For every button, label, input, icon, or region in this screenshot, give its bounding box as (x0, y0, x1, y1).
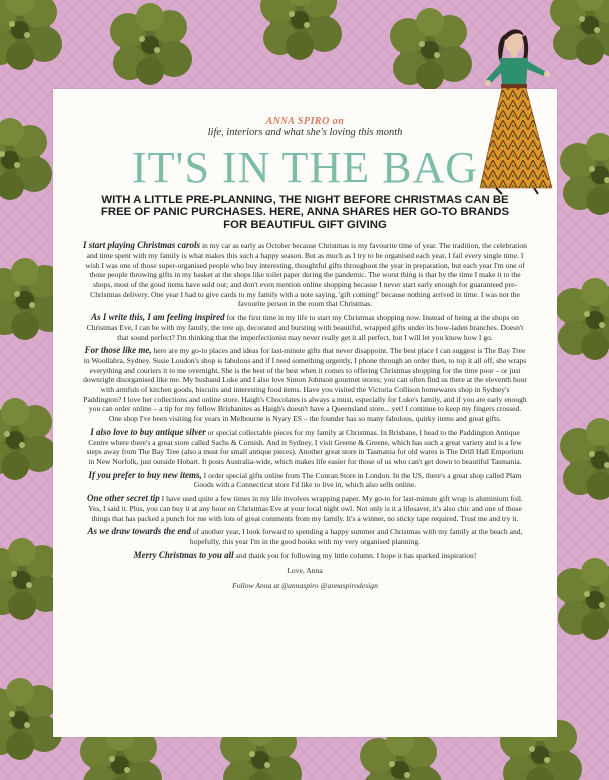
paragraph-lead: For those like me, (84, 345, 152, 356)
article-body (83, 241, 527, 560)
byline (83, 116, 527, 138)
paragraph-text: here are my go-to places and ideas for last-minute gifts that never disappoint. The best place I can suggest is The Bay Tree in Woollahra, Sydney. Susie Loudon's shop is fabulous and if I need something urgently, I phone through an order then, to top it all off, she wraps everything and couriers it to me overnight. She is the best of the best when it comes to offering Christmas shopping for the time poor – or just downright disorganised like me. My husband Luke and I also love Simon Johnson gourmet stores; you can often find us there at the eleventh hour with armfuls of kitchen goods, biscuits and interesting food items. Have you visited the Victoria Collison homewares shop in Sydney's Paddington? I love her collections and online store. Haigh's Chocolates is always a must, especially for Luke's family, and if you are early enough you can order online – a tip for my fellow Brisbanites as Haigh's doesn't have a Queensland store... yet! I continue to keep my fingers crossed. One shop I've been visiting for years in Melbourne is Nyary ES – the founder has so many fabulous, quirky items and great gifts. (83, 346, 527, 424)
paragraph-text: I have used quite a few times in my life involves wrapping paper. My go-to for last-minute gift wrap is aluminium foil. Yes, I said it. Plus, you can buy it at any hour on Christmas Eve at your local night owl. Not only is it a lifesaver, it's also chic and one of those things that has packed a punch for me with lots of great comments from my family. It's a winner, no sticky tape required. Trust me and try it. (88, 494, 523, 523)
article-deck: WITH A LITTLE PRE-PLANNING, THE NIGHT BEFORE CHRISTMAS CAN BE FREE OF PANIC PURCHASES. HERE, ANNA SHARES HER GO-TO BRANDS FOR BEAUTIFUL GIFT GIVING (100, 194, 510, 231)
paragraph-lead: As we draw towards the end (87, 526, 191, 537)
paragraph-lead: Merry Christmas to you all (133, 549, 234, 560)
article-headline: IT'S IN THE BAG (132, 143, 478, 192)
paragraph-text: I order special gifts online from The Conran Store in London. In the US, there's a great shop called Plam Goods with a Connecticut store I'd like to live in, which also sells online. (193, 470, 522, 490)
paragraph-lead: I start playing Christmas carols (83, 240, 201, 251)
article-paragraph (83, 313, 527, 342)
article-paragraph (83, 494, 527, 523)
article-paragraph (83, 527, 527, 546)
paragraph-lead: I also love to buy antique silver (90, 426, 206, 437)
social-follow-line: Follow Anna at @annaspiro @annaspirodesign (232, 581, 378, 591)
article-paragraph (83, 241, 527, 309)
signoff: Love, Anna (287, 566, 323, 576)
paragraph-lead: As I write this, I am feeling inspired (91, 312, 225, 323)
article-paragraph (83, 551, 527, 561)
article-paragraph (83, 428, 527, 467)
article-paragraph (83, 346, 527, 424)
paragraph-text: or special collectable pieces for my family at Christmas. In Brisbane, I head to the Paddington Antique Centre where there's a great store called Sachs & Cornish. And in Sydney, I visit Greene & Greene, which has such a great variety and is a few steps away from The Bay Tree (also a must for small antique pieces). Another great store in Tasmania for old wares is The Drill Hall Emporium in New Norfolk, just outside Hobart. It posts Australia-wide, which makes life easier for those of us who can't get down to beautiful Tasmania. (86, 427, 524, 466)
paragraph-text: in my car as early as October because Christmas is my favourite time of year. The tradition, the celebration and time spent with my family is what makes this such a happy season. But as much as I try to be organised each year, I fail every single time. I wish I was one of those super-organised people who buy interesting, thoughtful gifts throughout the year in preparation, but each year I'm one of those people throwing gifts in my basket at the shops like toilet paper during the pandemic. The worst thing is that by the time I make it to the shops, most of the good items have sold out; and don't even mention online shopping because I never start early enough for guaranteed pre-Christmas delivery. One year I had to give cards to my family with a note saying, 'gift coming!' because nothing arrived in time. I was not the favourite person in the room that Christmas. (85, 241, 527, 309)
woman-illustration (468, 20, 576, 195)
column-subtitle: life, interiors and what she's loving this month (207, 127, 403, 138)
article-paragraph (83, 471, 527, 490)
paragraph-lead: If you prefer to buy new items, (88, 469, 202, 480)
paragraph-text: of another year, I look forward to spending a happy summer and Christmas with my family at the beach and, hopefully, this year I'm in the good books with my very organised planning. (189, 527, 523, 546)
paragraph-text: for the first time in my life to start my Christmas shopping now. Instead of being at the shops on Christmas Eve, I can be with my family, the tree up, decorated and bursting with beautiful, wrapped gifts under its bow-laden branches. Doesn't that sound perfect? I'm thinking that the imperfectionist may never really get it all perfect, but I will let you know how I go. (86, 313, 524, 342)
paragraph-lead: One other secret tip (87, 493, 160, 504)
paragraph-text: and thank you for following my little column. I hope it has sparked inspiration! (233, 550, 477, 560)
columnist-name: ANNA SPIRO on (265, 116, 345, 127)
